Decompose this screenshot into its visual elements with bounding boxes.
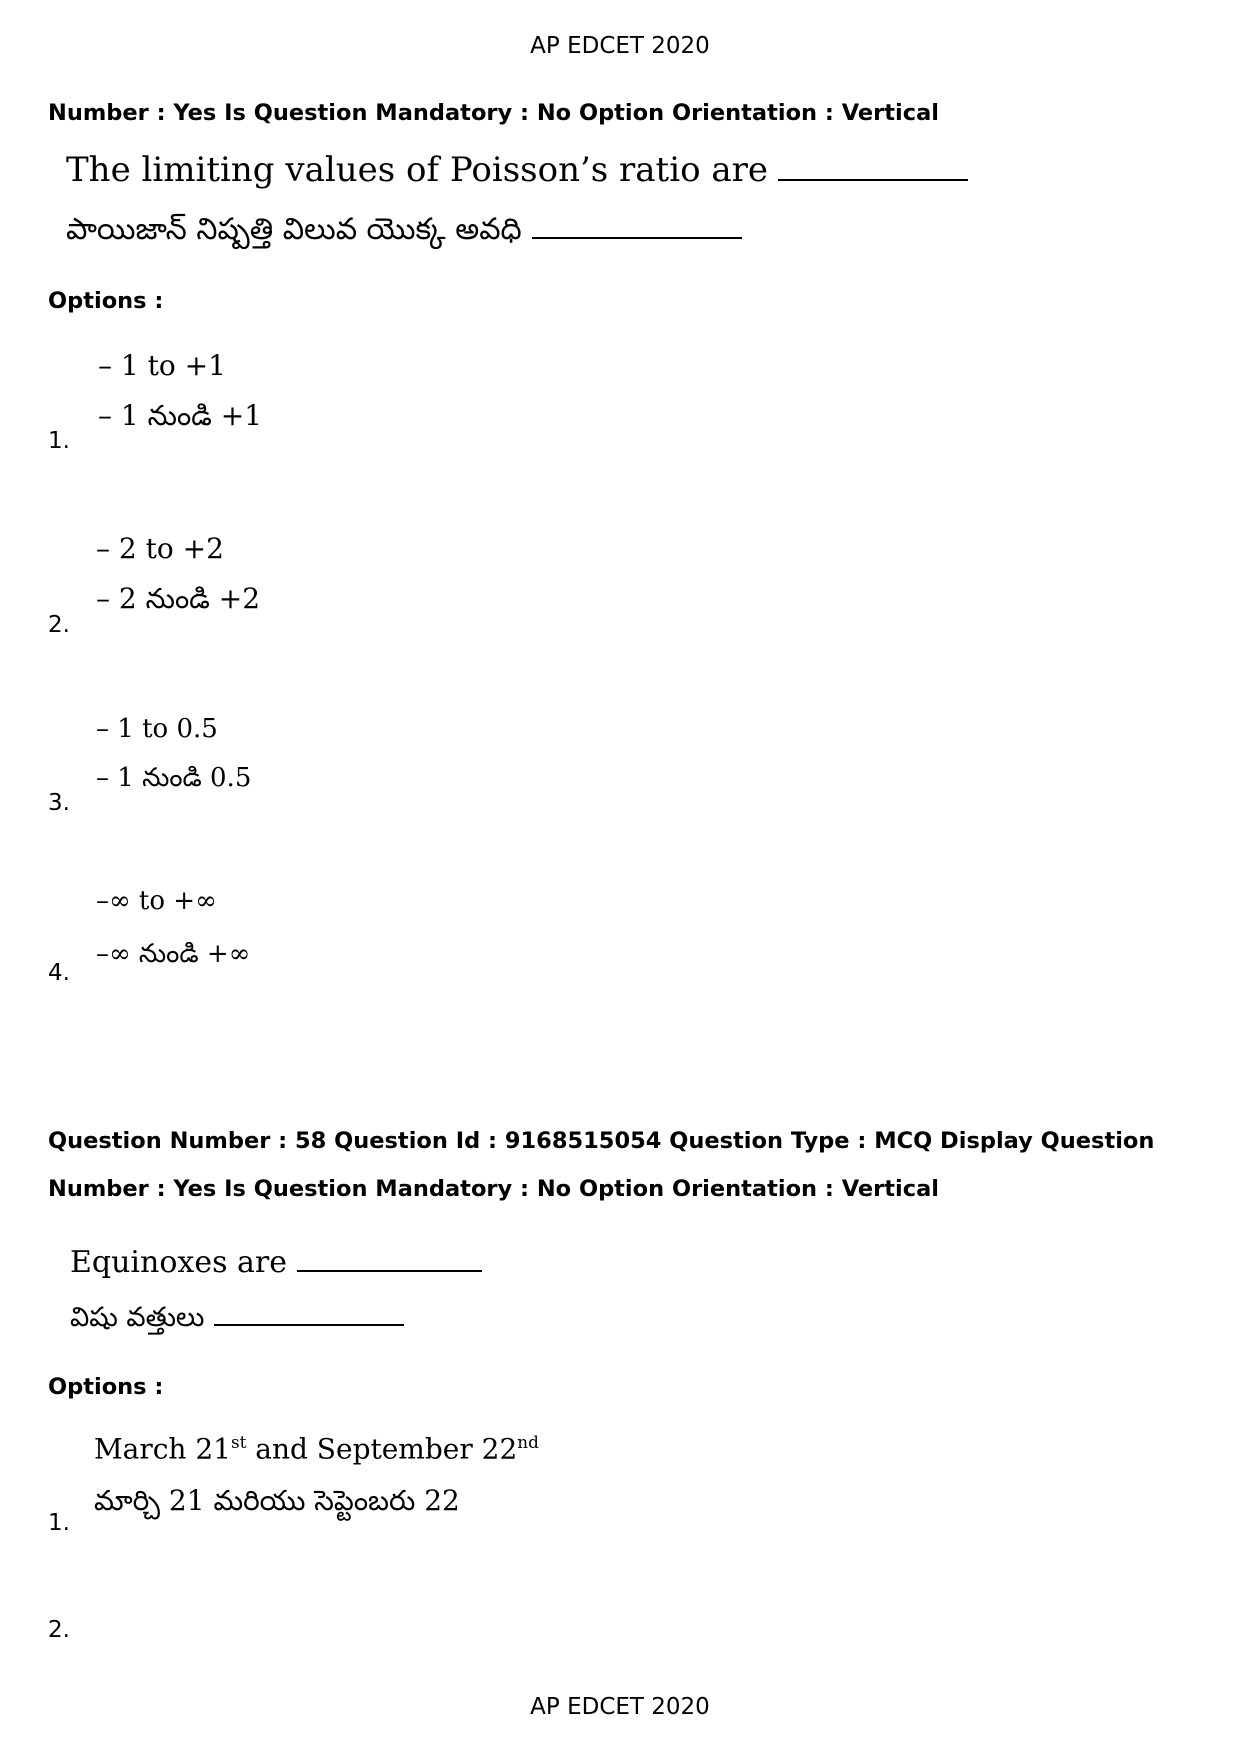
answer-blank — [532, 236, 742, 239]
question-text-telugu: పాయిజాన్ నిష్పత్తి విలువ యొక్క అవధి — [66, 212, 742, 254]
options-label: Options : — [48, 1374, 164, 1400]
page-header: AP EDCET 2020 — [530, 33, 710, 59]
option-2-number[interactable]: 2. — [48, 612, 70, 638]
option-1-english: – 1 to +1 — [98, 349, 226, 382]
option-2-english: – 2 to +2 — [96, 532, 224, 565]
option-1-telugu: – 1 నుండి +1 — [98, 399, 263, 432]
option-1-number[interactable]: 1. — [48, 1510, 70, 1536]
page-footer: AP EDCET 2020 — [530, 1694, 710, 1720]
question-text-english: The limiting values of Poisson’s ratio are — [66, 150, 968, 190]
option-3-english: – 1 to 0.5 — [96, 714, 218, 744]
option-1-number[interactable]: 1. — [48, 428, 70, 454]
question-text-telugu: విషు వత్తులు — [70, 1302, 404, 1340]
option-3-number[interactable]: 3. — [48, 790, 70, 816]
option-4-telugu: –∞ నుండి +∞ — [96, 939, 251, 969]
option-2-telugu: – 2 నుండి +2 — [96, 582, 261, 615]
option-1-english: March 21st and September 22nd — [94, 1432, 539, 1466]
question-meta-line: Number : Yes Is Question Mandatory : No Option Orientation : Vertical — [48, 1176, 939, 1202]
option-4-number[interactable]: 4. — [48, 960, 70, 986]
option-3-telugu: – 1 నుండి 0.5 — [96, 763, 252, 793]
answer-blank — [297, 1269, 482, 1272]
option-4-english: –∞ to +∞ — [96, 886, 217, 916]
answer-blank — [778, 178, 968, 181]
option-1-telugu: మార్చి 21 మరియు సెప్టెంబరు 22 — [94, 1484, 460, 1517]
answer-blank — [214, 1323, 404, 1326]
options-label: Options : — [48, 288, 164, 314]
question-meta-line: Number : Yes Is Question Mandatory : No Option Orientation : Vertical — [48, 100, 939, 126]
option-2-number[interactable]: 2. — [48, 1617, 70, 1643]
question-text-english: Equinoxes are — [70, 1245, 482, 1280]
question-meta-line: Question Number : 58 Question Id : 9168515054 Question Type : MCQ Display Question — [48, 1128, 1155, 1154]
